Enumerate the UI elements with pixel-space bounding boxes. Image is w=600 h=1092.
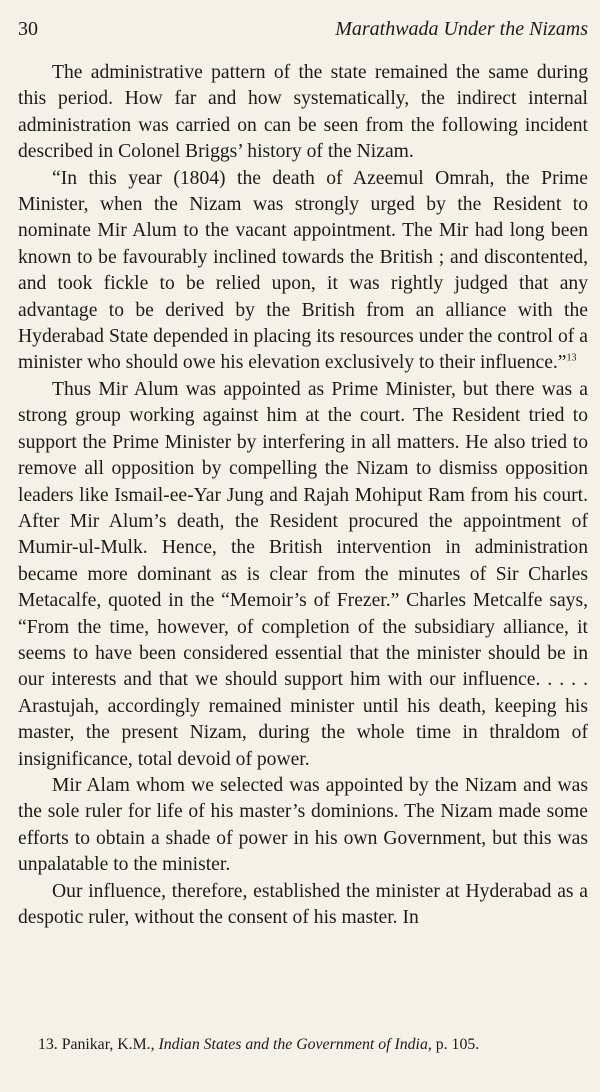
paragraph: The administrative pattern of the state remained the same during this period. How far and how systematically, the indirect internal administration was carried on can be seen from the following incident described in Colonel Briggs’ history of the Nizam. [18, 62, 588, 163]
page-header [18, 18, 588, 48]
paragraph: Thus Mir Alum was appointed as Prime Minister, but there was a strong group working against him at the court. The Resident tried to support the Prime Minister by interfering in all matters. He also tried to remove all opposition by compelling the Nizam to dismiss opposition leaders like Ismail-ee-Yar Jung and Rajah Mohiput Ram from his court. After Mir Alum’s death, the Resident procured the appointment of Mumir-ul-Mulk. Hence, the British intervention in administration became more dominant as is clear from the minutes of Sir Charles Metacalfe, quoted in the “Memoir’s of Frezer.” Charles Metcalfe says, “From the time, however, of completion of the subsidiary alliance, it seems to have been considered essential that the minister should be in our interests and that we should support him with our influence. . . . . Arastujah, accordingly remained minister until his death, keeping his master, the present Nizam, during the whole time in thraldom of insignificance, total devoid of power. [18, 378, 588, 770]
body-text [18, 60, 588, 931]
footnote-text: 13. Panikar, K.M., Indian States and the Government of India, p. 105. [38, 1036, 480, 1053]
paragraph: Mir Alam whom we selected was appointed by the Nizam and was the sole ruler for life of his master’s dominions. The Nizam made some efforts to obtain a shade of power in his own Government, but this was unpalatable to the minister. [18, 774, 588, 876]
running-title: Marathwada Under the Nizams [335, 18, 588, 40]
paragraph: Our influence, therefore, established the minister at Hyderabad as a despotic ruler, without the consent of his master. In [18, 880, 588, 928]
paragraph: “In this year (1804) the death of Azeemul Omrah, the Prime Minister, when the Nizam was strongly urged by the Resident to nominate Mir Alum to the vacant appointment. The Mir had long been known to be favourably inclined towards the British ; and discontented, and took fickle to be relied upon, it was rightly judged that any advantage to be derived by the British from an alliance with the Hyderabad State depended in placing its resources under the control of a minister who should owe his elevation exclusively to their influence.”$^{13}$ [18, 167, 588, 374]
footnote-reference[interactable]: 13 [566, 352, 577, 364]
footnote-book-title: Indian States and the Government of India, [158, 1036, 432, 1053]
page-number: 30 [18, 18, 38, 40]
footnote [18, 1034, 588, 1055]
